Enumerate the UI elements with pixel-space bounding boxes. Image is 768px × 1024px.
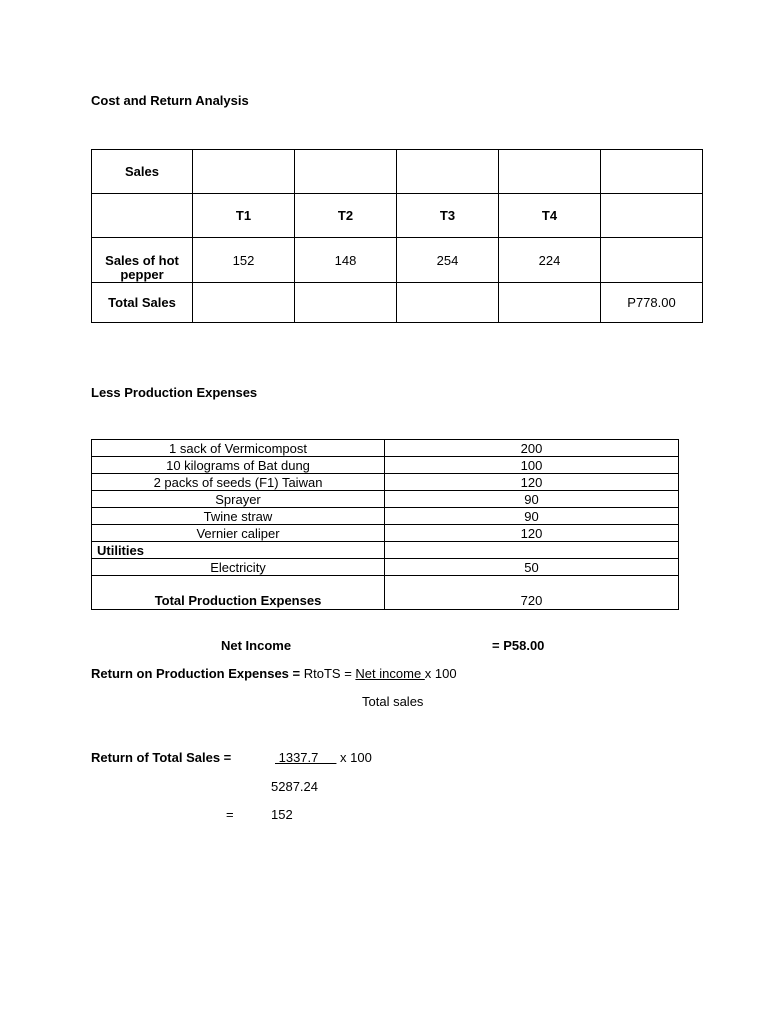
sales-row-label: Sales of hot pepper [92, 238, 193, 283]
page-title: Cost and Return Analysis [91, 93, 249, 108]
expenses-table [91, 439, 679, 610]
return-on-expenses-label: Return on Production Expenses = [91, 666, 301, 681]
expense-name: Sprayer [92, 491, 385, 508]
formula-numerator: Net income [355, 666, 425, 681]
table-row [92, 283, 703, 323]
total-expenses-value: 720 [385, 576, 679, 610]
table-row [92, 440, 679, 457]
expenses-heading: Less Production Expenses [91, 385, 258, 400]
expense-amount: 90 [385, 491, 679, 508]
table-cell [193, 283, 295, 323]
expense-amount: 200 [385, 440, 679, 457]
table-cell [385, 542, 679, 559]
table-cell [601, 150, 703, 194]
sales-denominator: 5287.24 [271, 779, 318, 794]
total-expenses-label: Total Production Expenses [92, 576, 385, 610]
equals-sign: = [226, 807, 234, 822]
sales-table [91, 149, 703, 323]
expense-amount: 120 [385, 525, 679, 542]
sales-result: 152 [271, 807, 293, 822]
return-on-sales-label: Return of Total Sales = [91, 750, 232, 765]
sales-header-label: Sales [92, 150, 193, 194]
total-sales-value: P778.00 [601, 283, 703, 323]
expense-name: Twine straw [92, 508, 385, 525]
expense-name: 2 packs of seeds (F1) Taiwan [92, 474, 385, 491]
return-on-sales-fraction [275, 750, 372, 765]
table-cell [295, 283, 397, 323]
expense-name: 1 sack of Vermicompost [92, 440, 385, 457]
table-cell [397, 283, 499, 323]
formula-denominator: Total sales [362, 694, 424, 709]
table-row [92, 457, 679, 474]
table-cell [397, 150, 499, 194]
formula-multiplier: x 100 [424, 666, 457, 681]
table-row [92, 150, 703, 194]
table-row [92, 508, 679, 525]
treatment-header: T1 [193, 194, 295, 238]
table-cell [601, 194, 703, 238]
table-cell [601, 238, 703, 283]
table-cell [193, 150, 295, 194]
expense-amount: 100 [385, 457, 679, 474]
return-on-expenses-line [91, 666, 457, 681]
expense-name: Vernier caliper [92, 525, 385, 542]
sales-numerator: 1337.7 [275, 750, 337, 765]
table-row [92, 525, 679, 542]
table-row [92, 238, 703, 283]
expense-name: Electricity [92, 559, 385, 576]
sales-multiplier: x 100 [336, 750, 372, 765]
table-row [92, 491, 679, 508]
table-row [92, 194, 703, 238]
table-row [92, 474, 679, 491]
treatment-header: T3 [397, 194, 499, 238]
sales-value: 152 [193, 238, 295, 283]
utilities-label: Utilities [92, 542, 385, 559]
table-row [92, 542, 679, 559]
table-cell [499, 150, 601, 194]
table-row [92, 576, 679, 610]
expense-amount: 120 [385, 474, 679, 491]
table-row [92, 559, 679, 576]
sales-value: 148 [295, 238, 397, 283]
sales-value: 254 [397, 238, 499, 283]
sales-value: 224 [499, 238, 601, 283]
treatment-header: T4 [499, 194, 601, 238]
formula-prefix: RtoTS = [303, 666, 356, 681]
table-cell [92, 194, 193, 238]
treatment-header: T2 [295, 194, 397, 238]
net-income-label: Net Income [221, 638, 292, 653]
expense-amount: 50 [385, 559, 679, 576]
table-cell [295, 150, 397, 194]
expense-amount: 90 [385, 508, 679, 525]
table-cell [499, 283, 601, 323]
total-sales-label: Total Sales [92, 283, 193, 323]
expense-name: 10 kilograms of Bat dung [92, 457, 385, 474]
net-income-value: = P58.00 [492, 638, 545, 653]
